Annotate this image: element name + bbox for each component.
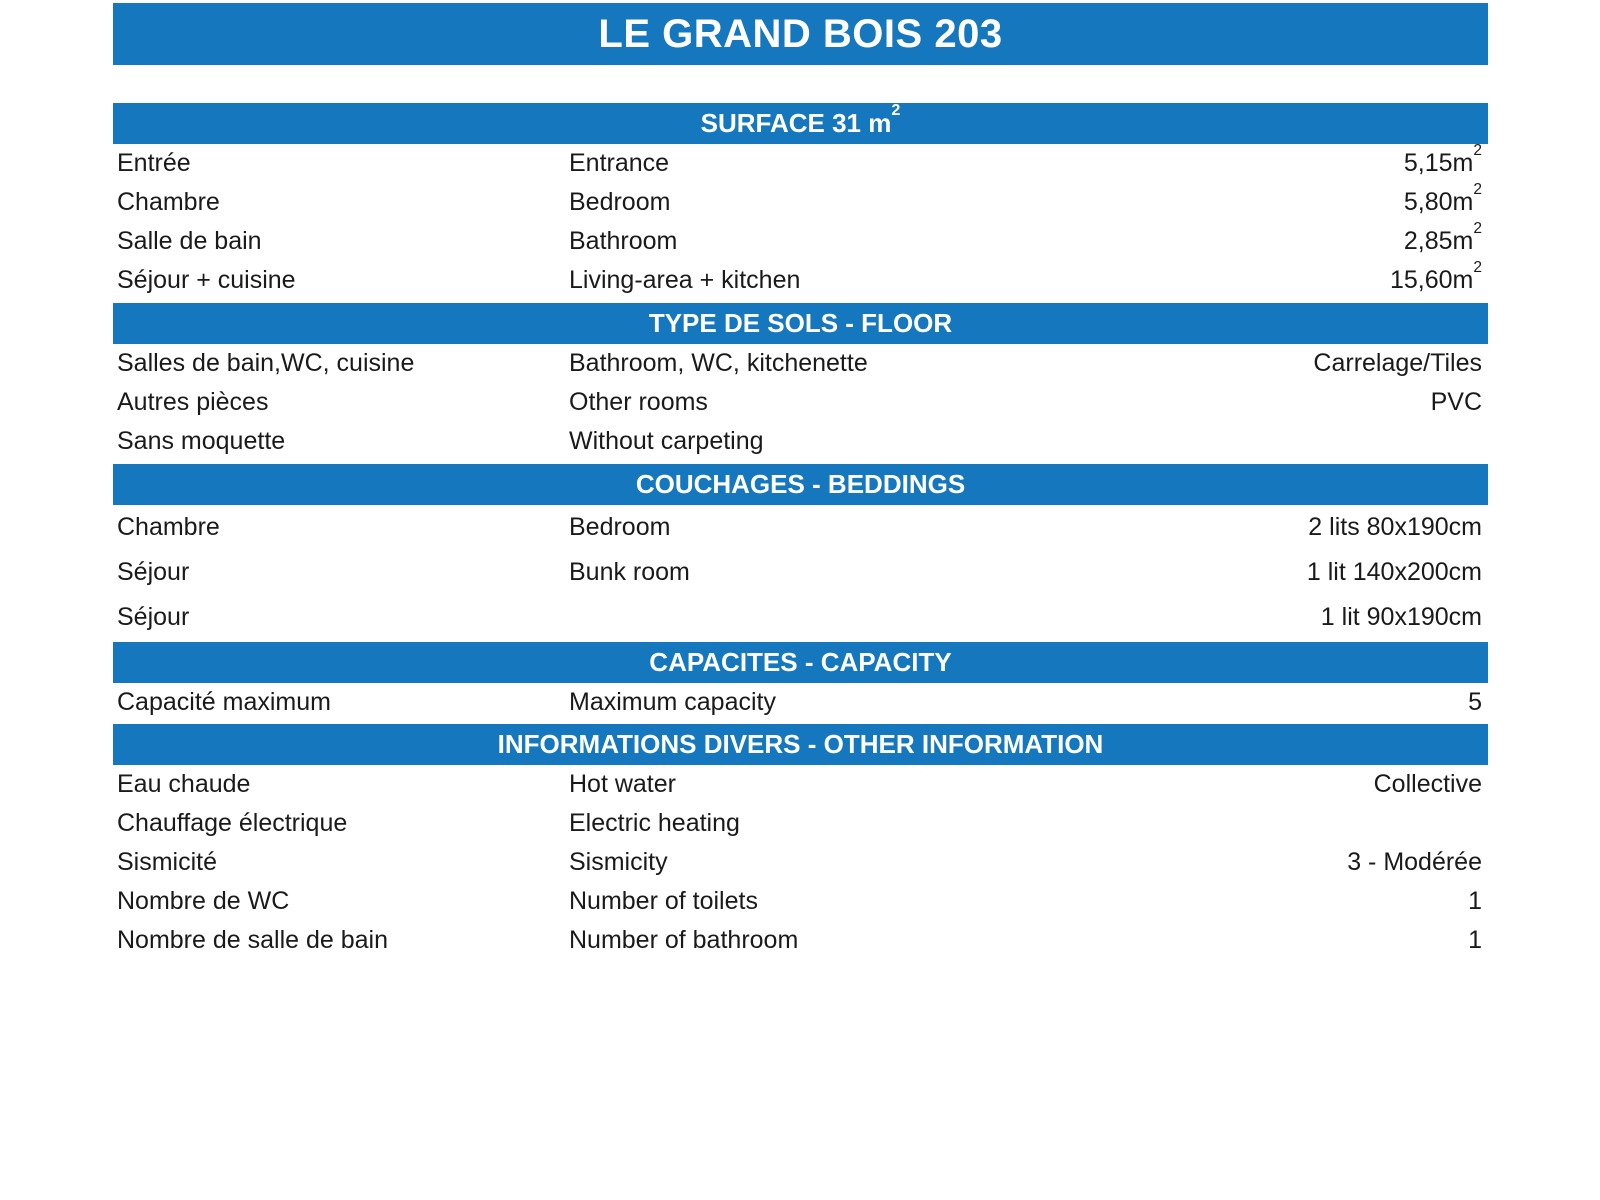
table-row (113, 550, 1488, 595)
label-en: Entrance (569, 149, 670, 177)
section-header-floor: TYPE DE SOLS - FLOOR (113, 303, 1488, 344)
row-value (1403, 219, 1482, 256)
table-row (113, 422, 1488, 461)
table-row (113, 921, 1488, 960)
superscript: 2 (1473, 180, 1482, 198)
table-row (113, 219, 1488, 261)
label-fr: Chambre (117, 188, 220, 216)
row-value: 1 (1468, 887, 1482, 915)
table-row (113, 383, 1488, 422)
spacer (113, 65, 1488, 103)
label-fr: Capacité maximum (117, 688, 331, 716)
label-en: Bathroom (569, 227, 678, 255)
label-fr: Nombre de salle de bain (117, 926, 388, 954)
table-row (113, 804, 1488, 843)
table-row (113, 683, 1488, 722)
row-value (1403, 141, 1482, 178)
label-fr: Salle de bain (117, 227, 262, 255)
label-fr: Séjour (117, 603, 190, 631)
row-value: 2 lits 80x190cm (1308, 513, 1482, 541)
row-value: 5 (1468, 688, 1482, 716)
label-en: Maximum capacity (569, 688, 776, 716)
label-en: Number of bathroom (569, 926, 799, 954)
label-fr: Eau chaude (117, 770, 251, 798)
value-text: 15,60m (1389, 266, 1474, 294)
label-en: Bathroom, WC, kitchenette (569, 349, 868, 377)
section-header-beddings: COUCHAGES - BEDDINGS (113, 464, 1488, 505)
value-text: 2,85m (1403, 227, 1474, 255)
superscript: 2 (891, 101, 901, 120)
label-en: Sismicity (569, 848, 668, 876)
label-en: Living-area + kitchen (569, 266, 801, 294)
label-fr: Chauffage électrique (117, 809, 348, 837)
label-fr: Autres pièces (117, 388, 269, 416)
row-value: Carrelage/Tiles (1313, 349, 1482, 377)
row-value: PVC (1430, 388, 1482, 416)
table-row (113, 843, 1488, 882)
label-en: Bunk room (569, 558, 690, 586)
superscript: 2 (1473, 219, 1482, 237)
label-en: Other rooms (569, 388, 708, 416)
table-row (113, 344, 1488, 383)
label-fr: Entrée (117, 149, 191, 177)
label-fr: Salles de bain,WC, cuisine (117, 349, 415, 377)
property-info-sheet (113, 3, 1488, 960)
section-header-text: SURFACE 31 m (700, 108, 892, 138)
table-row (113, 505, 1488, 550)
table-row (113, 595, 1488, 640)
label-en: Number of toilets (569, 887, 758, 915)
label-fr: Sismicité (117, 848, 218, 876)
label-fr: Sans moquette (117, 427, 286, 455)
row-value: 1 lit 90x190cm (1320, 603, 1482, 631)
table-row (113, 765, 1488, 804)
label-fr: Nombre de WC (117, 887, 290, 915)
section-header-surface (113, 103, 1488, 144)
superscript: 2 (1473, 141, 1482, 159)
page-title: LE GRAND BOIS 203 (113, 3, 1488, 65)
table-row (113, 141, 1488, 183)
label-en: Without carpeting (569, 427, 764, 455)
row-value: 3 - Modérée (1347, 848, 1482, 876)
row-value: 1 lit 140x200cm (1306, 558, 1482, 586)
label-en: Electric heating (569, 809, 740, 837)
superscript: 2 (1473, 258, 1482, 276)
section-header-other-information: INFORMATIONS DIVERS - OTHER INFORMATION (113, 724, 1488, 765)
label-fr: Séjour (117, 558, 190, 586)
label-fr: Séjour + cuisine (117, 266, 296, 294)
row-value (1389, 258, 1482, 295)
table-row (113, 258, 1488, 300)
label-en: Hot water (569, 770, 676, 798)
label-fr: Chambre (117, 513, 220, 541)
row-value: 1 (1468, 926, 1482, 954)
table-row (113, 882, 1488, 921)
section-header-capacity: CAPACITES - CAPACITY (113, 642, 1488, 683)
value-text: 5,15m (1403, 149, 1474, 177)
label-en: Bedroom (569, 513, 671, 541)
row-value: Collective (1373, 770, 1482, 798)
label-en: Bedroom (569, 188, 671, 216)
table-row (113, 180, 1488, 222)
row-value (1403, 180, 1482, 217)
value-text: 5,80m (1403, 188, 1474, 216)
